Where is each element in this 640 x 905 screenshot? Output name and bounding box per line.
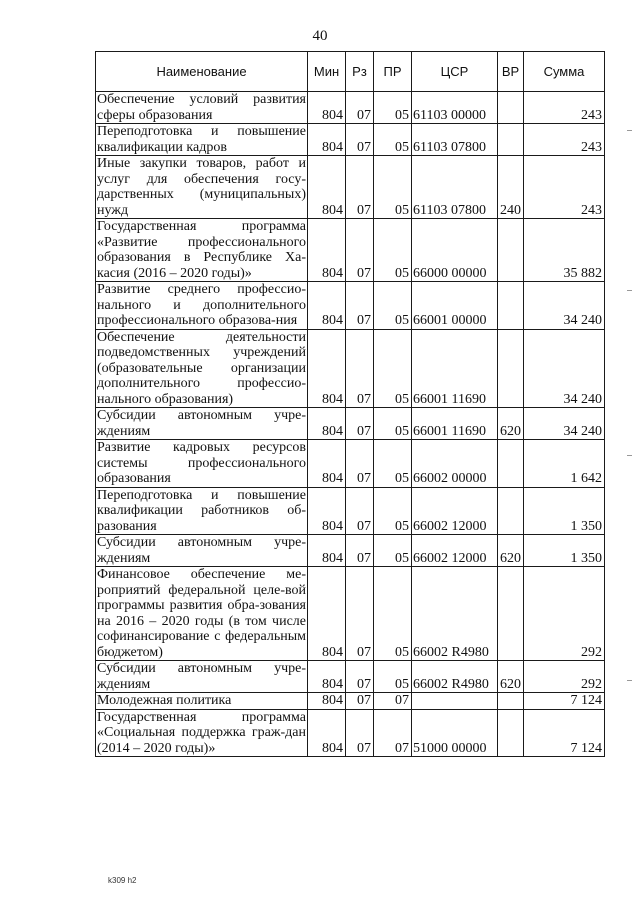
cell-rz: 07	[346, 219, 374, 282]
table-row	[96, 329, 605, 408]
table-row	[96, 693, 605, 710]
cell-min: 804	[308, 440, 346, 488]
column-header-min: Мин	[308, 52, 346, 92]
cell-pr: 05	[374, 329, 412, 408]
margin-mark	[627, 680, 632, 681]
cell-name: Переподготовка и повышение квалификации кадров	[97, 124, 306, 155]
cell-pr: 05	[374, 156, 412, 219]
cell-vr	[498, 693, 524, 710]
cell-vr	[498, 282, 524, 330]
cell-rz: 07	[346, 282, 374, 330]
cell-pr: 05	[374, 124, 412, 156]
table-row	[96, 535, 605, 567]
cell-vr	[498, 440, 524, 488]
cell-name: Субсидии автономным учре-ждениям	[97, 408, 306, 439]
cell-pr: 05	[374, 282, 412, 330]
cell-name: Обеспечение условий развития сферы образования	[97, 92, 306, 123]
cell-csr: 66002 R4980	[412, 567, 498, 661]
table-row	[96, 156, 605, 219]
margin-mark	[627, 455, 632, 456]
cell-sum: 34 240	[524, 408, 605, 440]
cell-sum: 7 124	[524, 709, 605, 757]
cell-vr	[498, 219, 524, 282]
cell-csr: 66001 11690	[412, 329, 498, 408]
cell-sum: 243	[524, 124, 605, 156]
cell-csr	[412, 693, 498, 710]
cell-csr: 51000 00000	[412, 709, 498, 757]
table-row	[96, 219, 605, 282]
cell-pr: 05	[374, 92, 412, 124]
cell-rz: 07	[346, 156, 374, 219]
cell-csr: 66000 00000	[412, 219, 498, 282]
cell-pr: 05	[374, 440, 412, 488]
cell-rz: 07	[346, 693, 374, 710]
cell-rz: 07	[346, 408, 374, 440]
cell-vr	[498, 329, 524, 408]
cell-sum: 35 882	[524, 219, 605, 282]
page-number: 40	[312, 28, 328, 44]
column-header-pr: ПР	[374, 52, 412, 92]
table-row	[96, 282, 605, 330]
cell-sum: 292	[524, 661, 605, 693]
cell-csr: 66002 00000	[412, 440, 498, 488]
cell-pr: 05	[374, 487, 412, 535]
cell-pr: 05	[374, 567, 412, 661]
cell-rz: 07	[346, 124, 374, 156]
cell-csr: 66001 11690	[412, 408, 498, 440]
table-row	[96, 124, 605, 156]
cell-min: 804	[308, 219, 346, 282]
cell-min: 804	[308, 693, 346, 710]
cell-pr: 05	[374, 219, 412, 282]
cell-name: Финансовое обеспечение ме-роприятий федеральной целе-вой программы развития обра-зования на 2016 – 2020 годы (в том числе софинансирование с федеральным бюджетом)	[97, 567, 306, 660]
cell-min: 804	[308, 535, 346, 567]
cell-csr: 61103 07800	[412, 156, 498, 219]
cell-pr: 05	[374, 661, 412, 693]
cell-rz: 07	[346, 535, 374, 567]
cell-sum: 34 240	[524, 329, 605, 408]
cell-vr: 620	[498, 535, 524, 567]
column-header-vr: ВР	[498, 52, 524, 92]
cell-name: Государственная программа «Социальная поддержка граж-дан (2014 – 2020 годы)»	[97, 709, 306, 756]
cell-min: 804	[308, 661, 346, 693]
cell-sum: 1 350	[524, 487, 605, 535]
cell-name: Развитие среднего профессио-нального и дополнительного профессионального образова-ния	[97, 282, 306, 328]
cell-sum: 243	[524, 92, 605, 124]
table-row	[96, 661, 605, 693]
cell-rz: 07	[346, 661, 374, 693]
cell-min: 804	[308, 487, 346, 535]
cell-vr	[498, 487, 524, 535]
cell-vr	[498, 567, 524, 661]
cell-min: 804	[308, 709, 346, 757]
cell-sum: 1 642	[524, 440, 605, 488]
column-header-csr: ЦСР	[412, 52, 498, 92]
cell-pr: 05	[374, 535, 412, 567]
table-row	[96, 567, 605, 661]
table-row	[96, 709, 605, 757]
column-header-sum: Сумма	[524, 52, 605, 92]
cell-rz: 07	[346, 567, 374, 661]
cell-name: Молодежная политика	[96, 693, 308, 710]
table-row	[96, 92, 605, 124]
cell-vr	[498, 709, 524, 757]
cell-min: 804	[308, 329, 346, 408]
table-row	[96, 487, 605, 535]
cell-vr: 620	[498, 408, 524, 440]
cell-pr: 05	[374, 408, 412, 440]
footer-code: k309 h2	[108, 876, 137, 885]
cell-name: Субсидии автономным учре-ждениям	[97, 661, 306, 692]
cell-csr: 66002 R4980	[412, 661, 498, 693]
margin-mark	[627, 130, 632, 131]
cell-csr: 66001 00000	[412, 282, 498, 330]
cell-min: 804	[308, 567, 346, 661]
cell-sum: 292	[524, 567, 605, 661]
cell-rz: 07	[346, 487, 374, 535]
cell-rz: 07	[346, 709, 374, 757]
cell-min: 804	[308, 282, 346, 330]
cell-csr: 66002 12000	[412, 487, 498, 535]
column-header-name: Наименование	[96, 52, 308, 92]
cell-csr: 66002 12000	[412, 535, 498, 567]
cell-rz: 07	[346, 440, 374, 488]
table-body	[96, 92, 605, 757]
cell-sum: 243	[524, 156, 605, 219]
cell-name: Иные закупки товаров, работ и услуг для обеспечения госу-дарственных (муниципальных) нужд	[97, 156, 306, 218]
cell-min: 804	[308, 92, 346, 124]
cell-sum: 34 240	[524, 282, 605, 330]
cell-pr: 07	[374, 693, 412, 710]
cell-csr: 61103 00000	[412, 92, 498, 124]
budget-table	[95, 51, 605, 757]
cell-rz: 07	[346, 329, 374, 408]
cell-vr	[498, 92, 524, 124]
margin-mark	[627, 290, 632, 291]
cell-min: 804	[308, 124, 346, 156]
cell-vr	[498, 124, 524, 156]
cell-pr: 07	[374, 709, 412, 757]
table-row	[96, 408, 605, 440]
cell-rz: 07	[346, 92, 374, 124]
cell-name: Переподготовка и повышение квалификации работников об-разования	[97, 487, 306, 534]
cell-vr: 240	[498, 156, 524, 219]
cell-sum: 7 124	[524, 693, 605, 710]
column-header-rz: Рз	[346, 52, 374, 92]
cell-sum: 1 350	[524, 535, 605, 567]
cell-min: 804	[308, 408, 346, 440]
cell-min: 804	[308, 156, 346, 219]
cell-vr: 620	[498, 661, 524, 693]
cell-name: Государственная программа «Развитие профессионального образования в Республике Ха-касия (2016 – 2020 годы)»	[97, 219, 306, 281]
table-header-row	[96, 52, 605, 92]
cell-name: Обеспечение деятельности подведомственных учреждений (образовательные организации дополнительного профессио-нального образования)	[97, 329, 306, 407]
cell-name: Развитие кадровых ресурсов системы профессионального образования	[97, 440, 306, 486]
cell-name: Субсидии автономным учре-ждениям	[97, 535, 306, 566]
cell-csr: 61103 07800	[412, 124, 498, 156]
table-row	[96, 440, 605, 488]
